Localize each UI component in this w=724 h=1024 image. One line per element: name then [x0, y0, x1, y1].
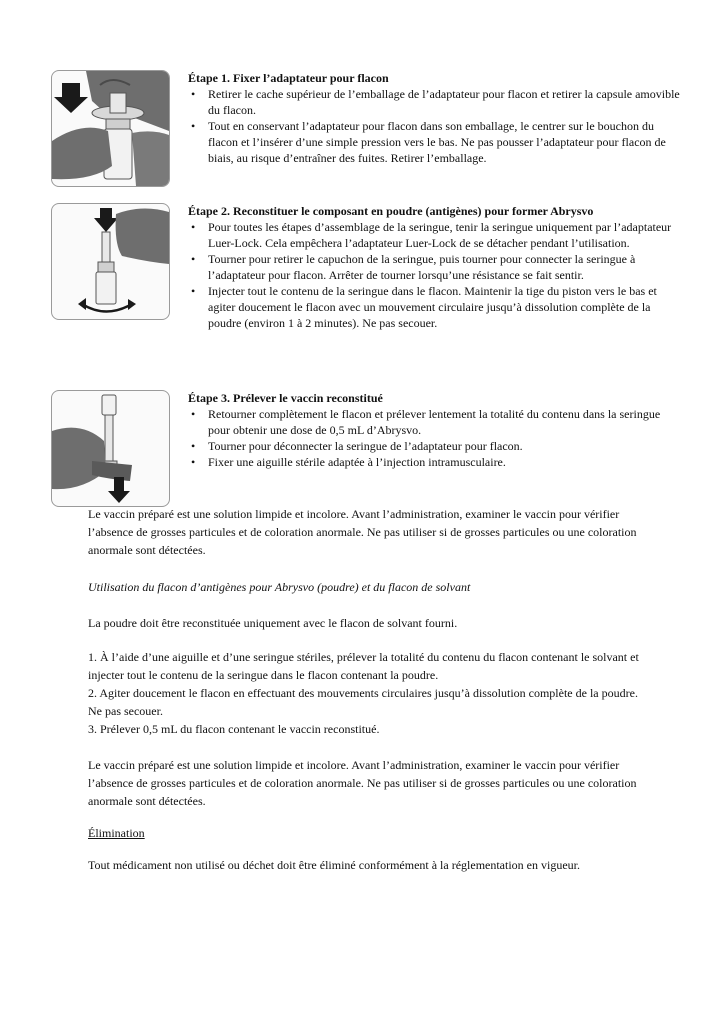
step-2-illustration: [51, 203, 170, 320]
step-1-illustration: [51, 70, 170, 187]
step-3: [188, 390, 684, 470]
step-3-title: Étape 3. Prélever le vaccin reconstitué: [188, 391, 383, 405]
list-item: • Injecter tout le contenu de la seringue dans le flacon. Maintenir la tige du piston vers le bas et agiter doucement le flacon avec un mouvement circulaire jusqu’à dissolution complète de la poudre (environ 1 à 2 minutes). Ne pas secouer.: [188, 283, 684, 331]
numbered-item: 2. Agiter doucement le flacon en effectuant des mouvements circulaires jusqu’à dissolution complète de la poudre. Ne pas secouer.: [88, 686, 638, 718]
step-2: [188, 203, 684, 331]
elimination-paragraph: Tout médicament non utilisé ou déchet doit être éliminé conformément à la réglementation en vigueur.: [88, 858, 580, 872]
vial-adapter-image: [52, 71, 169, 186]
list-item: • Fixer une aiguille stérile adaptée à l’injection intramusculaire.: [188, 454, 684, 470]
step-1-title: Étape 1. Fixer l’adaptateur pour flacon: [188, 71, 389, 85]
step-2-list: [188, 219, 684, 331]
syringe-connect-image: [52, 204, 169, 319]
step-2-title: Étape 2. Reconstituer le composant en poudre (antigènes) pour former Abrysvo: [188, 204, 594, 218]
section-heading: Utilisation du flacon d’antigènes pour Abrysvo (poudre) et du flacon de solvant: [88, 580, 471, 594]
step-3-list: [188, 406, 684, 470]
numbered-item: 3. Prélever 0,5 mL du flacon contenant le vaccin reconstitué.: [88, 722, 380, 736]
reconstitution-paragraph: La poudre doit être reconstituée uniquement avec le flacon de solvant fourni.: [88, 616, 458, 630]
list-item: • Retourner complètement le flacon et prélever lentement la totalité du contenu dans la seringue pour obtenir une dose de 0,5 mL d’Abrysvo.: [188, 406, 684, 438]
numbered-item: 1. À l’aide d’une aiguille et d’une seringue stériles, prélever la totalité du contenu du flacon contenant le solvant et injecter tout le contenu de la seringue dans le flacon contenant la poudre.: [88, 650, 639, 682]
list-item: • Pour toutes les étapes d’assemblage de la seringue, tenir la seringue uniquement par l’adaptateur Luer-Lock. Cela empêchera l’adaptateur Luer-Lock de se détacher pendant l’utilisation.: [188, 219, 684, 251]
vaccine-withdraw-image: [52, 391, 169, 506]
prepared-vaccine-paragraph: Le vaccin préparé est une solution limpide et incolore. Avant l’administration, examiner le vaccin pour vérifier l’absence de grosses particules et de coloration anormale. Ne pas utiliser si de grosses particules ou une coloration anormale sont détectées.: [88, 507, 637, 557]
list-item: • Tout en conservant l’adaptateur pour flacon dans son emballage, le centrer sur le bouchon du flacon et l’insérer d’une simple pression vers le bas. Ne pas pousser l’adaptateur pour flacon de biais, au risque d’entraîner des fuites. Retirer l’emballage.: [188, 118, 684, 166]
prepared-vaccine-paragraph-2: Le vaccin préparé est une solution limpide et incolore. Avant l’administration, examiner le vaccin pour vérifier l’absence de grosses particules et de coloration anormale. Ne pas utiliser si de grosses particules ou une coloration anormale sont détectées.: [88, 758, 637, 808]
numbered-steps: [88, 648, 648, 738]
list-item: • Tourner pour déconnecter la seringue de l’adaptateur pour flacon.: [188, 438, 684, 454]
elimination-heading: Élimination: [88, 826, 145, 840]
step-1-list: [188, 86, 684, 166]
list-item: • Tourner pour retirer le capuchon de la seringue, puis tourner pour connecter la seringue à l’adaptateur pour flacon. Arrêter de tourner lorsqu’une résistance se fait sentir.: [188, 251, 684, 283]
step-3-illustration: [51, 390, 170, 507]
list-item: • Retirer le cache supérieur de l’emballage de l’adaptateur pour flacon et retirer la capsule amovible du flacon.: [188, 86, 684, 118]
step-1: [188, 70, 684, 166]
